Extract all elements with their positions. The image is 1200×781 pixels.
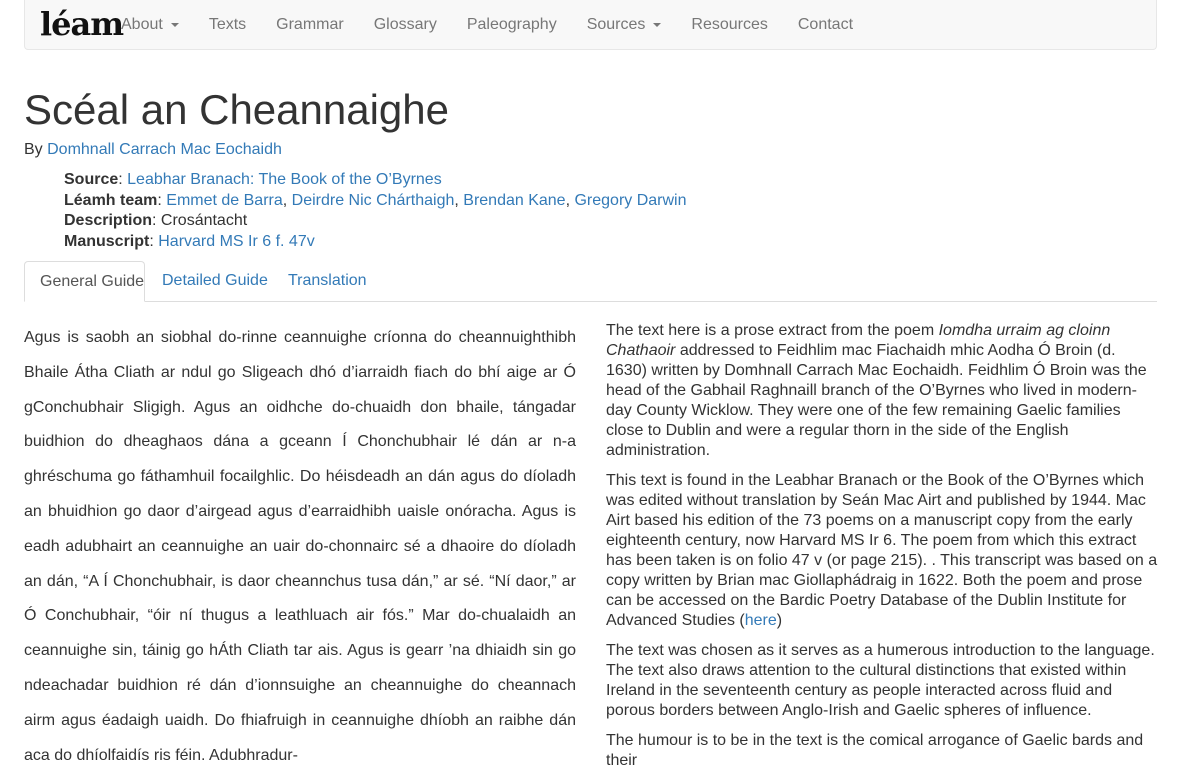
guide-paragraph [606, 471, 1158, 631]
meta-manuscript-label: Manuscript [64, 232, 150, 250]
nav-sources[interactable] [572, 0, 677, 49]
bardic-database-link[interactable]: here [744, 612, 777, 629]
byline [24, 140, 282, 160]
tab-translation[interactable]: Translation [288, 272, 367, 289]
nav-menu [106, 0, 868, 49]
byline-prefix: By [24, 141, 43, 158]
guide-paragraph [606, 321, 1158, 461]
english-guide [606, 321, 1158, 781]
metadata-list [64, 170, 687, 252]
meta-source: Source: Leabhar Branach: The Book of the O’Byrnes [64, 171, 442, 188]
team-member-link[interactable]: Emmet de Barra [166, 191, 283, 209]
nav-resources-label: Resources [691, 16, 768, 33]
guide-paragraph: The humour is to be in the text is the comical arrogance of Gaelic bards and their [606, 732, 1144, 769]
team-member-link[interactable]: Brendan Kane [463, 191, 566, 209]
poem-title: Iomdha urraim ag cloinn Chathaoir [606, 322, 1111, 359]
nav-contact[interactable] [783, 0, 868, 49]
irish-text: Agus is saobh an siobhal do-rinne ceannuighe críonna do cheannuighthibh Bhaile Átha Cliath ar ndul go Sligeach dhó d’iarraidh fiach do bhí aige ar Ó gConchubhair Sligigh. Agus an oidhche do-chuaidh don bhaile, tángadar buidhion do dheaghaos dána a gceann Í Chonchubhair lé dán ar n-a ghréschuma go fáthamhuil focailghlic. Do héisdeadh an dán agus do díoladh an bhuidhion go daor d’airgead agus d’earraidhibh uaisle onóracha. Agus is eadh adubhairt an ceannuighe an uair do-chonnairc sé a dhaoire do díoladh an dán, “A Í Chonchubhair, is daor cheannchus tusa dán,” ar sé. “Ní daor,” ar Ó Conchubhair, “óir ní thugus a leathluach air fós.” Mar do-chualaidh an ceannuighe sin, táinig go hÁth Cliath tar ais. Agus is gearr ’na dhiaidh sin go ndeachadar buidhion ré dán d’ionnsuighe an cheannuighe do cheannach airm agus éadaigh uaidh. Do fhiafruigh in ceannuighe dhíobh an raibhe dán aca do dhíolfaidís ris féin. Adubhradur- [24, 329, 576, 764]
nav-resources[interactable] [676, 0, 782, 49]
navbar [24, 0, 1157, 50]
meta-team: Léamh team: Emmet de Barra, Deirdre Nic Chárthaigh, Brendan Kane, Gregory Darwin [64, 191, 687, 209]
meta-description-label: Description [64, 212, 153, 229]
chevron-down-icon [171, 23, 179, 27]
meta-source-label: Source [64, 171, 119, 188]
guide-text: ) [776, 612, 783, 629]
meta-description: Description: Crosántacht [64, 212, 248, 229]
nav-paleography[interactable] [452, 0, 572, 49]
nav-texts-label: Texts [208, 16, 247, 33]
chevron-down-icon [653, 23, 661, 27]
meta-team-label: Léamh team [64, 191, 158, 209]
guide-text: addressed to Feidhlim mac Fiachaidh mhic Aodha Ó Broin (d. 1630) written by Domhnall Carrach Mac Eochaidh. Feidhlim Ó Broin was the head of the Gabhail Raghnaill branch of the O’Byrnes who lived in modern-day County Wicklow. They were one of the few remaining Gaelic families close to Dublin and were a regular thorn in the side of the English administration. [606, 342, 1147, 459]
nav-grammar[interactable] [261, 0, 359, 49]
nav-about[interactable] [106, 0, 194, 49]
team-member-link[interactable]: Deirdre Nic Chárthaigh [291, 191, 455, 209]
source-link[interactable]: Leabhar Branach: The Book of the O’Byrnes [127, 171, 442, 188]
author-link[interactable]: Domhnall Carrach Mac Eochaidh [47, 141, 282, 158]
team-member-link[interactable]: Gregory Darwin [574, 191, 687, 209]
nav-texts[interactable] [194, 0, 261, 49]
nav-contact-label: Contact [797, 16, 854, 33]
page-title: Scéal an Cheannaighe [24, 86, 450, 133]
brand-logo[interactable]: léam [40, 5, 124, 43]
meta-description-value: Crosántacht [160, 212, 248, 229]
nav-grammar-label: Grammar [276, 16, 344, 33]
tab-detailed-guide[interactable]: Detailed Guide [162, 272, 268, 289]
tab-general-guide[interactable]: General Guide [24, 261, 145, 302]
manuscript-link[interactable]: Harvard MS Ir 6 f. 47v [158, 232, 315, 250]
nav-about-label: About [121, 16, 163, 33]
nav-paleography-label: Paleography [466, 16, 557, 33]
guide-tabs [24, 261, 1157, 302]
nav-sources-label: Sources [586, 16, 646, 33]
guide-text: The text here is a prose extract from the poem [606, 322, 939, 339]
guide-text: This text is found in the Leabhar Branach or the Book of the O’Byrnes which was edited without translation by Seán Mac Airt and published by 1944. Mac Airt based his edition of the 73 poems on a manuscript copy from the early eighteenth century, now Harvard MS Ir 6. The poem from which this extract has been taken is on folio 47 v (or page 215). . This transcript was based on a copy written by Brian mac Giollaphádraig in 1622. Both the poem and prose can be accessed on the Bardic Poetry Database of the Dublin Institute for Advanced Studies ( [606, 472, 1158, 629]
guide-paragraph: The text was chosen as it serves as a humerous introduction to the language. The text also draws attention to the cultural distinctions that existed within Ireland in the seventeenth century as people interacted across fluid and porous borders between Anglo-Irish and Gaelic spheres of influence. [606, 642, 1155, 719]
nav-glossary[interactable] [359, 0, 452, 49]
nav-glossary-label: Glossary [373, 16, 437, 33]
meta-manuscript: Manuscript: Harvard MS Ir 6 f. 47v [64, 232, 315, 250]
